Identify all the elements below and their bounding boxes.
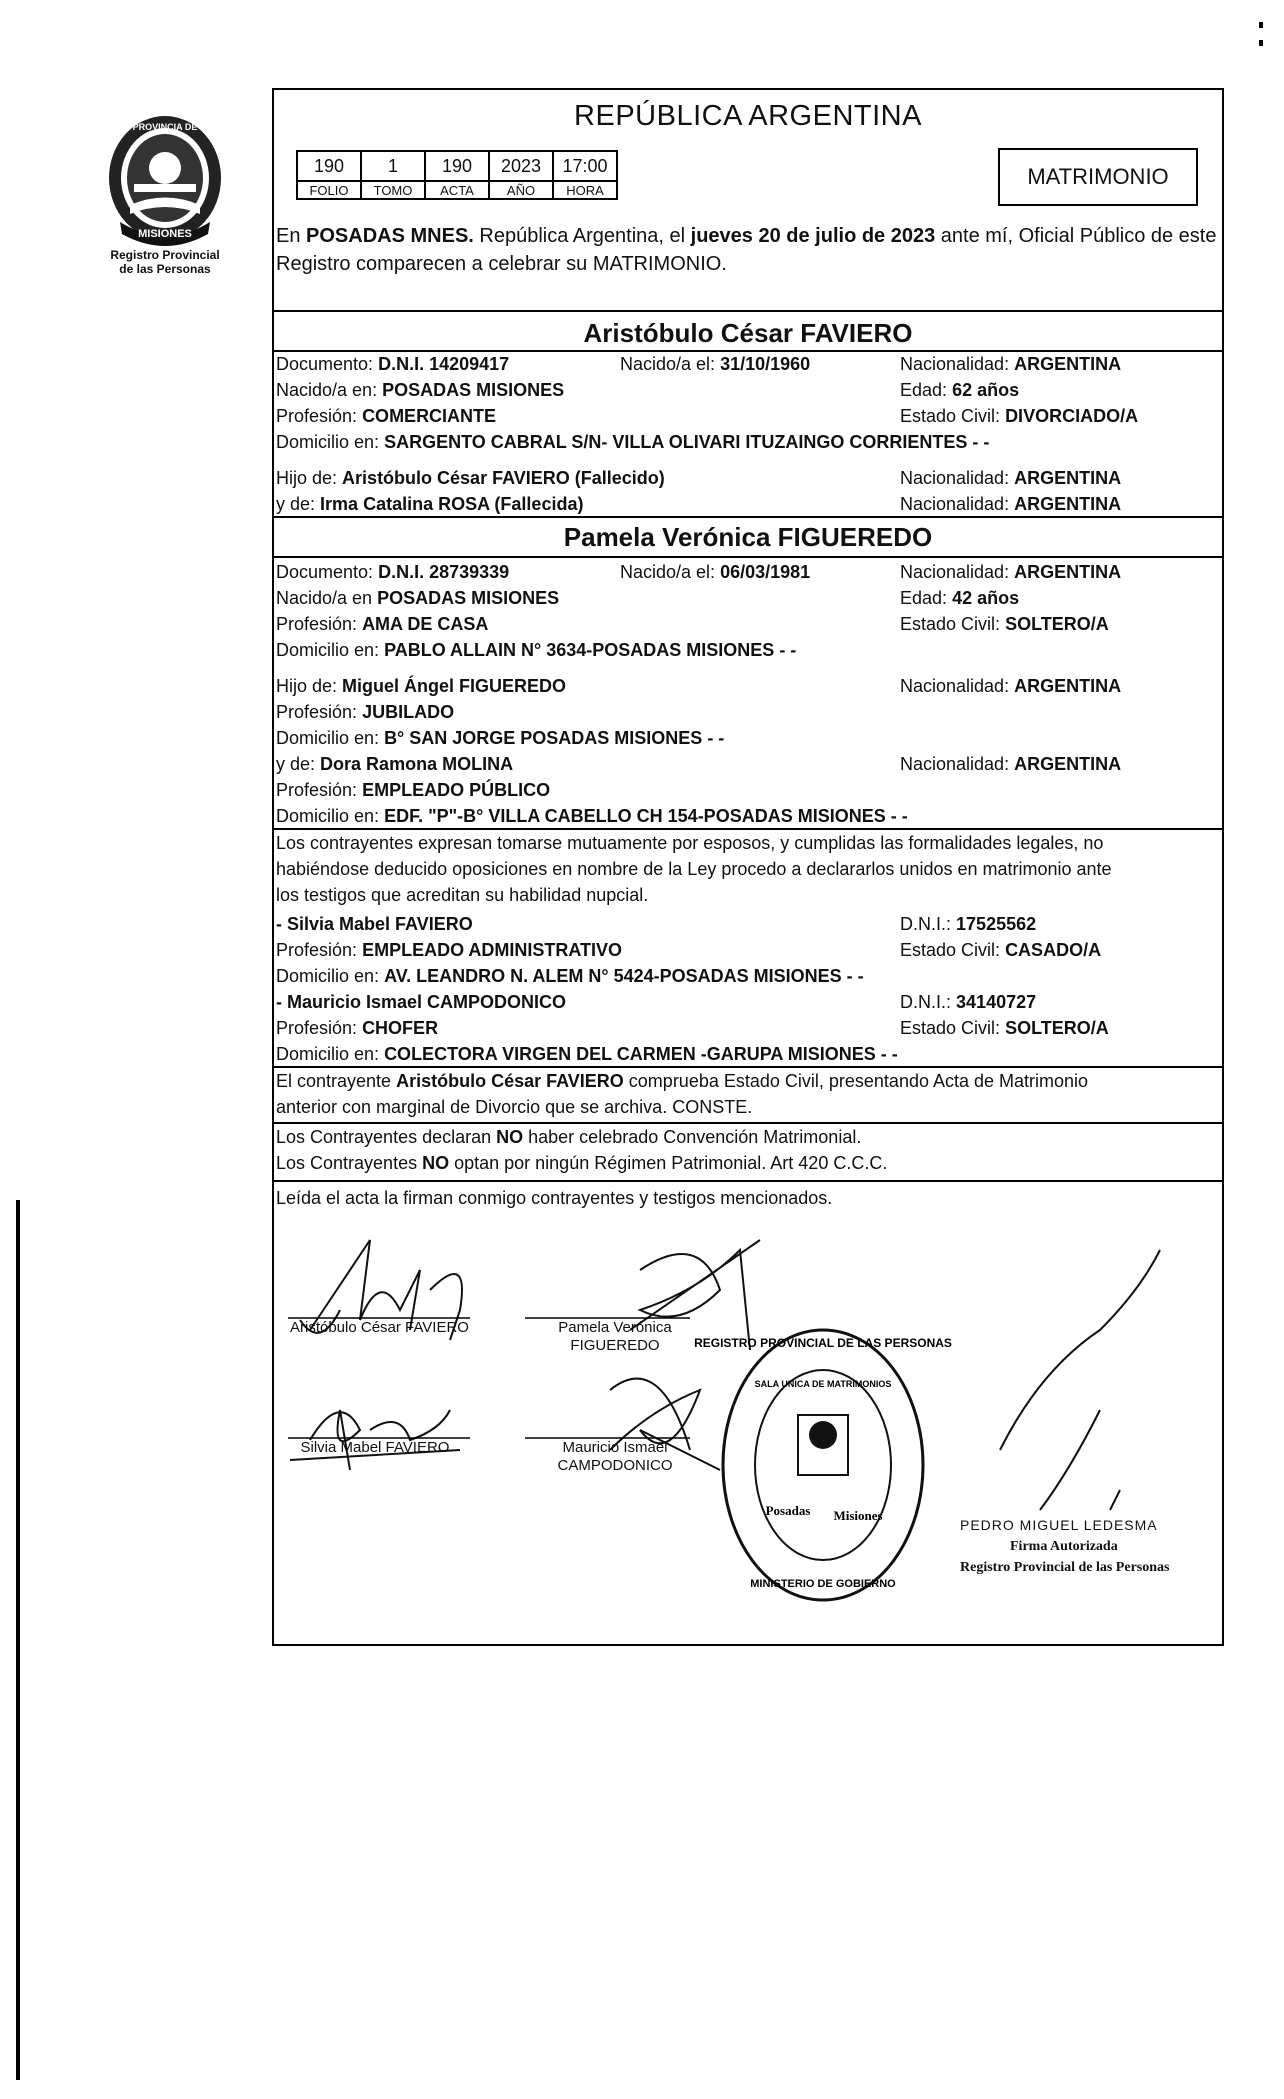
stamp-bottom-text: MINISTERIO DE GOBIERNO xyxy=(750,1578,896,1590)
witness1-dni: D.N.I.: 17525562 xyxy=(900,914,1037,934)
ano-label: AÑO xyxy=(489,181,553,199)
witness2-profesion: Profesión: CHOFER xyxy=(276,1018,439,1038)
witness1-name: - Silvia Mabel FAVIERO xyxy=(276,914,473,934)
bride-padre-profesion: Profesión: JUBILADO xyxy=(276,702,455,722)
groom-padre-nacionalidad: Nacionalidad: ARGENTINA xyxy=(900,468,1122,488)
divider xyxy=(272,350,1224,352)
witness2-estado-civil: Estado Civil: SOLTERO/A xyxy=(900,1018,1109,1038)
bride-domicilio: Domicilio en: PABLO ALLAIN N° 3634-POSADAS MISIONES - - xyxy=(276,640,797,660)
official-role: Firma Autorizada xyxy=(1010,1539,1118,1554)
register-table xyxy=(296,150,618,200)
intro-date: jueves 20 de julio de 2023 xyxy=(690,225,936,247)
witness1-domicilio: Domicilio en: AV. LEANDRO N. ALEM N° 5424-POSADAS MISIONES - - xyxy=(276,966,864,986)
bride-signature-label-2: FIGUEREDO xyxy=(570,1337,660,1354)
ano-value: 2023 xyxy=(489,151,553,181)
official-stamp xyxy=(694,1325,952,1605)
scan-margin-bar xyxy=(16,1200,20,2080)
stamp-city-1: Posadas xyxy=(765,1503,811,1518)
logo-text-bottom: MISIONES xyxy=(138,228,192,240)
groom-profesion: Profesión: COMERCIANTE xyxy=(276,406,497,426)
groom-estado-civil: Estado Civil: DIVORCIADO/A xyxy=(900,406,1139,426)
official-name: PEDRO MIGUEL LEDESMA xyxy=(960,1517,1158,1533)
registry-caption-line1: Registro Provincial xyxy=(110,248,220,262)
witness2-domicilio: Domicilio en: COLECTORA VIRGEN DEL CARMEN -GARUPA MISIONES - - xyxy=(276,1044,898,1064)
groom-nacido-en: Nacido/a en: POSADAS MISIONES xyxy=(276,380,565,400)
registry-caption-line2: de las Personas xyxy=(119,262,211,276)
folio-value: 190 xyxy=(297,151,361,181)
logo-text-top: PROVINCIA DE xyxy=(132,122,198,132)
witness2-dni: D.N.I.: 34140727 xyxy=(900,992,1037,1012)
bride-madre: y de: Dora Ramona MOLINA xyxy=(276,754,514,774)
acta-value: 190 xyxy=(425,151,489,181)
hora-label: HORA xyxy=(553,181,617,199)
bride-madre-domicilio: Domicilio en: EDF. "P"-B° VILLA CABELLO CH 154-POSADAS MISIONES - - xyxy=(276,806,908,826)
groom-edad: Edad: 62 años xyxy=(900,380,1020,400)
bride-nacionalidad: Nacionalidad: ARGENTINA xyxy=(900,562,1122,582)
tomo-label: TOMO xyxy=(361,181,425,199)
groom-name: Aristóbulo César FAVIERO xyxy=(583,318,913,348)
signatures-intro: Leída el acta la firman conmigo contrayentes y testigos mencionados. xyxy=(276,1188,833,1208)
groom-nacido-el: Nacido/a el: 31/10/1960 xyxy=(620,354,811,374)
bride-nacido-el: Nacido/a el: 06/03/1981 xyxy=(620,562,811,582)
witness1-signature-label: Silvia Mabel FAVIERO xyxy=(300,1439,450,1456)
intro-paragraph: En POSADAS MNES. República Argentina, el jueves 20 de julio de 2023 ante mí, Oficial Público de este Registro comparecen a celebrar su MATRIMONIO. xyxy=(276,225,1217,275)
document-title: REPÚBLICA ARGENTINA xyxy=(574,100,922,132)
stamp-inner-text: SALA UNICA DE MATRIMONIOS xyxy=(754,1379,892,1389)
bride-estado-civil: Estado Civil: SOLTERO/A xyxy=(900,614,1109,634)
bride-nacido-en: Nacido/a en POSADAS MISIONES xyxy=(276,588,560,608)
groom-madre-nacionalidad: Nacionalidad: ARGENTINA xyxy=(900,494,1122,514)
bride-padre-domicilio: Domicilio en: B° SAN JORGE POSADAS MISIONES - - xyxy=(276,728,725,748)
bride-madre-nacionalidad: Nacionalidad: ARGENTINA xyxy=(900,754,1122,774)
witness2-name: - Mauricio Ismael CAMPODONICO xyxy=(276,992,567,1012)
groom-documento: Documento: D.N.I. 14209417 xyxy=(276,354,510,374)
bride-signature-label-1: Pamela Verónica xyxy=(558,1319,672,1336)
divorce-note: El contrayente Aristóbulo César FAVIERO comprueba Estado Civil, presentando Acta de Matrimonio anterior con marginal de Divorcio que se archiva. CONSTE. xyxy=(276,1071,1089,1117)
bride-profesion: Profesión: AMA DE CASA xyxy=(276,614,489,634)
official-block xyxy=(960,1515,1169,1578)
acta-label: ACTA xyxy=(425,181,489,199)
witness2-signature-label-2: CAMPODONICO xyxy=(557,1457,673,1474)
registry-caption xyxy=(80,248,250,276)
groom-padre: Hijo de: Aristóbulo César FAVIERO (Fallecido) xyxy=(276,468,665,488)
groom-signature-label: Aristóbulo César FAVIERO xyxy=(290,1319,469,1336)
bride-padre: Hijo de: Miguel Ángel FIGUEREDO xyxy=(276,676,567,696)
divider xyxy=(272,1180,1224,1182)
bride-documento: Documento: D.N.I. 28739339 xyxy=(276,562,510,582)
tomo-value: 1 xyxy=(361,151,425,181)
record-type-box: MATRIMONIO xyxy=(998,148,1198,206)
witness1-profesion: Profesión: EMPLEADO ADMINISTRATIVO xyxy=(276,940,623,960)
divider xyxy=(272,516,1224,518)
divider xyxy=(272,310,1224,312)
bride-edad: Edad: 42 años xyxy=(900,588,1020,608)
groom-madre: y de: Irma Catalina ROSA (Fallecida) xyxy=(276,494,584,514)
groom-nacionalidad: Nacionalidad: ARGENTINA xyxy=(900,354,1122,374)
declaration-paragraph: Los contrayentes expresan tomarse mutuamente por esposos, y cumplidas las formalidades legales, no habiéndose deducido oposiciones en nombre de la Ley procedo a declararlos unidos en matrimonio ante los testigos que acreditan su habilidad nupcial. xyxy=(276,833,1112,905)
convention-paragraph: Los Contrayentes declaran NO haber celebrado Convención Matrimonial. Los Contrayentes NO optan por ningún Régimen Patrimonial. Art 420 C.C.C. xyxy=(276,1127,888,1173)
witness1-estado-civil: Estado Civil: CASADO/A xyxy=(900,940,1102,960)
folio-label: FOLIO xyxy=(297,181,361,199)
province-crest-logo xyxy=(100,110,230,250)
witness2-signature-label-1: Mauricio Ismael xyxy=(562,1439,668,1456)
bride-padre-nacionalidad: Nacionalidad: ARGENTINA xyxy=(900,676,1122,696)
stamp-outer-text: REGISTRO PROVINCIAL DE LAS PERSONAS xyxy=(694,1336,952,1350)
stamp-city-2: Misiones xyxy=(833,1508,883,1523)
scan-marks xyxy=(1258,20,1264,50)
groom-domicilio: Domicilio en: SARGENTO CABRAL S/N- VILLA OLIVARI ITUZAINGO CORRIENTES - - xyxy=(276,432,990,452)
divider xyxy=(272,556,1224,558)
intro-place: POSADAS MNES. xyxy=(306,225,474,247)
bride-name: Pamela Verónica FIGUEREDO xyxy=(563,522,933,552)
hora-value: 17:00 xyxy=(553,151,617,181)
bride-madre-profesion: Profesión: EMPLEADO PÚBLICO xyxy=(276,780,551,800)
official-org: Registro Provincial de las Personas xyxy=(960,1560,1170,1575)
